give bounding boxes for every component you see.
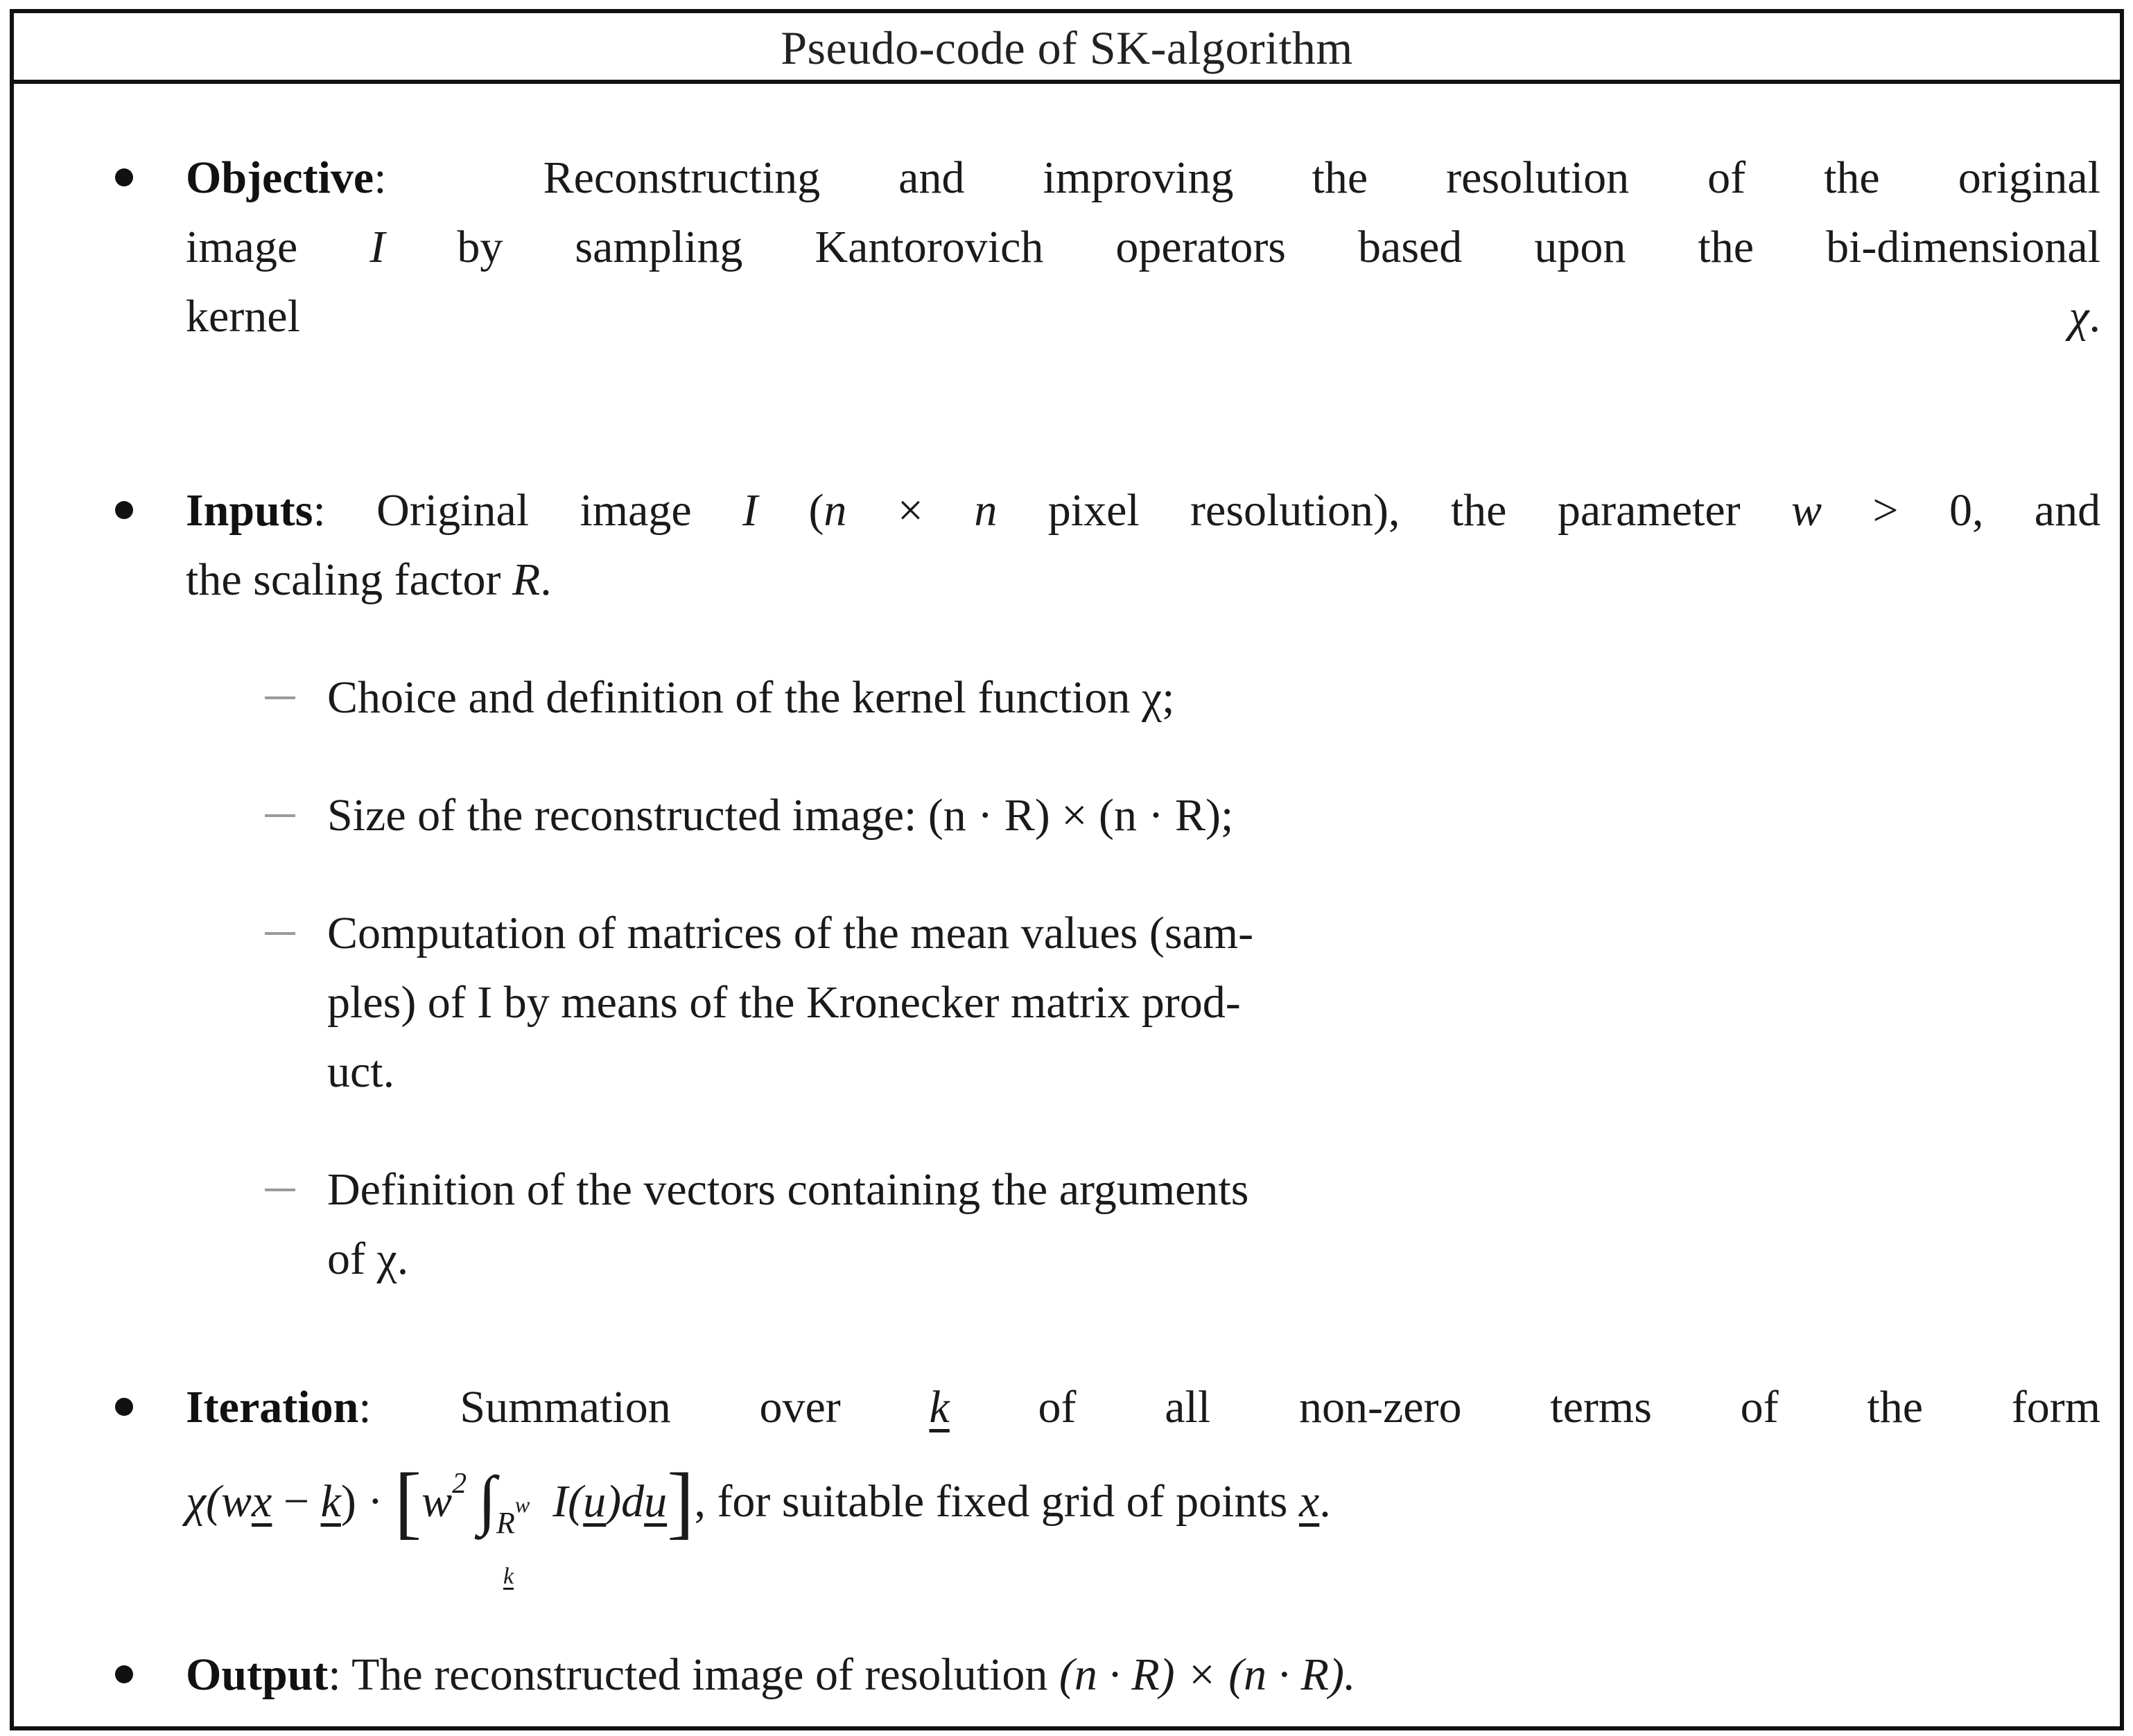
objective-line-2: image I by sampling Kantorovich operators based upon the bi-dimensional <box>186 222 2101 272</box>
page-title: Pseudo-code of SK-algorithm <box>781 21 1353 74</box>
output-label: Output <box>186 1649 329 1700</box>
input-subitem-computation: Computation of matrices of the mean values (sam- ples) of I by means of the Kronecker matrix prod- uct. <box>327 899 1575 1107</box>
integral-region: Rw k <box>496 1492 530 1589</box>
var-chi: χ <box>2069 291 2089 342</box>
iteration-formula-line: $\chi(wx - k) \cdot [w^2$ $\int_{R^w k}$ I(u)du], for suitable fixed grid of points x. <box>186 1456 1331 1589</box>
iteration-line-1: Iteration: Summation over k of all non-zero terms of the form <box>186 1382 2101 1432</box>
bullet-icon <box>115 1665 133 1683</box>
integral-sign: ∫ <box>478 1462 496 1536</box>
box-content <box>14 84 2120 1726</box>
dash-bullet-icon <box>265 696 295 699</box>
objective-label: Objective <box>186 152 374 203</box>
bullet-icon <box>115 501 133 519</box>
objective-text-1: Reconstructing and improving the resolution of the original <box>543 152 2101 203</box>
pseudo-code-box <box>10 9 2124 1730</box>
inputs-line-1: Inputs: Original image I (n × n pixel resolution), the parameter w > 0, and <box>186 485 2101 536</box>
input-subitem-kernel-choice: Choice and definition of the kernel function χ; <box>327 663 1575 733</box>
bullet-icon <box>115 168 133 186</box>
objective-item <box>186 143 2100 351</box>
iteration-label: Iteration <box>186 1382 359 1432</box>
inputs-line-2: the scaling factor R. <box>186 554 552 605</box>
dash-bullet-icon <box>265 814 295 817</box>
box-header <box>14 13 2120 84</box>
input-subitem-size: Size of the reconstructed image: (n · R) × (n · R); <box>327 781 1575 850</box>
var-I: I <box>369 222 385 272</box>
dash-bullet-icon <box>265 932 295 935</box>
iteration-item <box>186 1373 2101 1589</box>
inputs-label: Inputs <box>186 485 313 536</box>
input-subitem-vectors: Definition of the vectors containing the arguments of χ. <box>327 1155 1575 1294</box>
objective-line-1: Objective: Reconstructing and improving the resolution of the original <box>186 152 2101 203</box>
objective-line-3: kernel χ. <box>186 291 2100 342</box>
bullet-icon <box>115 1398 133 1416</box>
output-item <box>186 1640 2100 1710</box>
inputs-item <box>186 476 2100 615</box>
output-line: Output: The reconstructed image of resolution (n · R) × (n · R). <box>186 1649 1356 1700</box>
dash-bullet-icon <box>265 1189 295 1191</box>
